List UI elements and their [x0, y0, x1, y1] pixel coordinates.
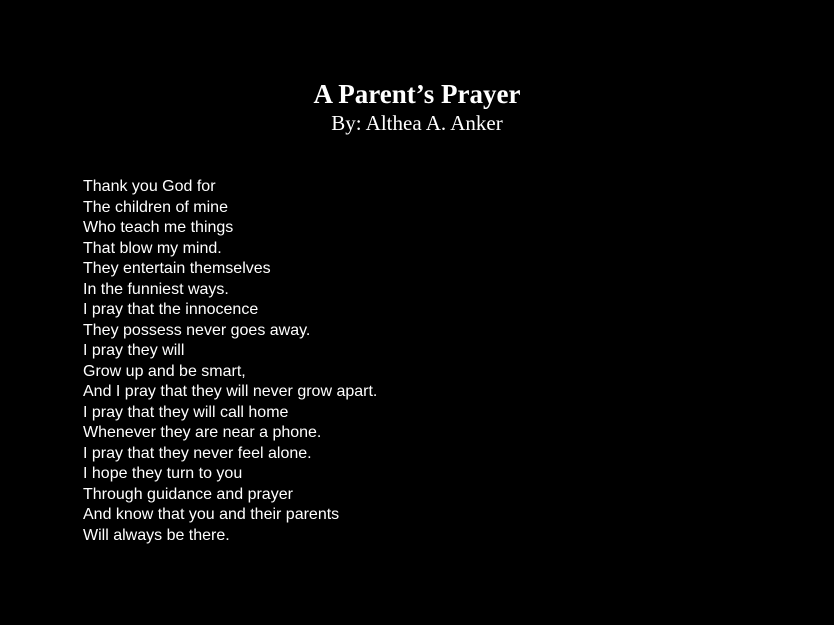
poem-line: And I pray that they will never grow apart.	[83, 383, 378, 400]
poem-line: I pray they will	[83, 342, 185, 359]
poem-line: Thank you God for	[83, 178, 216, 195]
poem-line: I pray that they will call home	[83, 403, 289, 421]
poem-line: In the funniest ways.	[83, 280, 229, 298]
poem-line: That blow my mind.	[83, 239, 222, 257]
poem-body	[83, 177, 377, 546]
poem-author: By: Althea A. Anker	[331, 111, 503, 135]
poem-line: And know that you and their parents	[83, 506, 340, 523]
poem-line: I hope they turn to you	[83, 465, 243, 482]
poem-line: Who teach me things	[83, 219, 234, 236]
poem-line: The children of mine	[83, 198, 228, 216]
poem-line: Will always be there.	[83, 526, 230, 544]
poem-line: They entertain themselves	[83, 260, 271, 277]
poem-line: I pray that they never feel alone.	[83, 444, 312, 462]
poem-line: They possess never goes away.	[83, 321, 311, 339]
poem-line: Whenever they are near a phone.	[83, 424, 322, 441]
poem-line: I pray that the innocence	[83, 301, 259, 318]
poem-line: Grow up and be smart,	[83, 362, 246, 380]
poem-title: A Parent’s Prayer	[313, 79, 521, 109]
poem-line: Through guidance and prayer	[83, 485, 293, 503]
